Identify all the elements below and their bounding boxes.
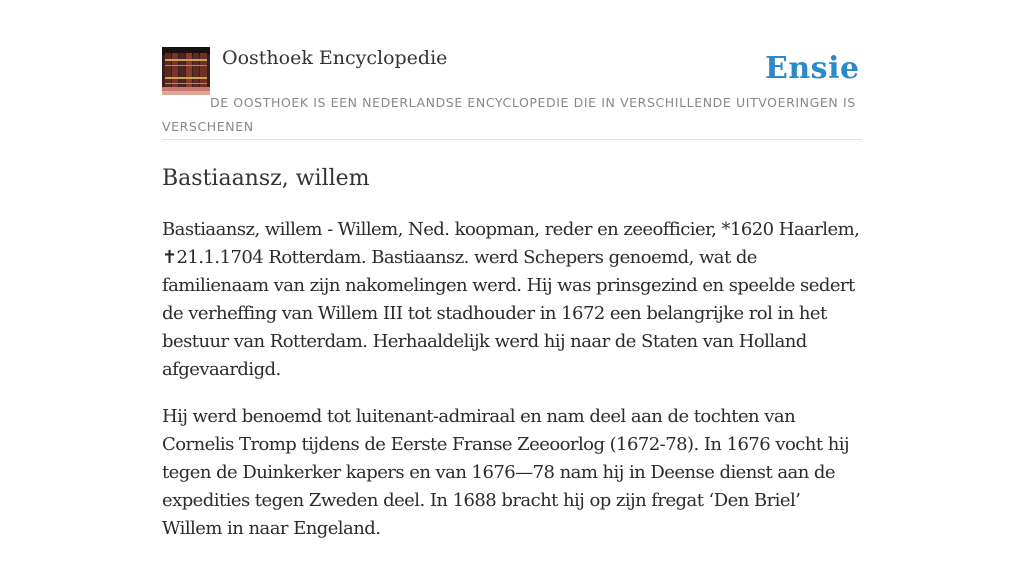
site-name[interactable]: Oosthoek Encyclopedie (222, 47, 448, 69)
encyclopedia-avatar-icon[interactable] (162, 47, 210, 95)
article-paragraph: Hij werd benoemd tot luitenant-admiraal en nam deel aan de tochten van Cornelis Tromp tijdens de Eerste Franse Zeeoorlog (1672-78). In 1676 vocht hij tegen de Duinkerker kapers en van 1676—78 nam hij in Deense dienst aan de expedities tegen Zweden deel. In 1688 bracht hij op zijn fregat ‘Den Briel’ Willem in naar Engeland. (162, 406, 849, 539)
header-divider (162, 139, 862, 140)
article-paragraph: Bastiaansz, willem - Willem, Ned. koopman, reder en zeeofficier, *1620 Haarlem, ✝21.1.1704 Rotterdam. Bastiaansz. werd Schepers genoemd, wat de familienaam van zijn nakomelingen werd. Hij was prinsgezind en speelde sedert de verheffing van Willem III tot stadhouder in 1672 een belangrijke rol in het bestuur van Rotterdam. Herhaaldelijk werd hij naar de Staten van Holland afgevaardigd. (162, 219, 860, 380)
site-tagline: DE OOSTHOEK IS EEN NEDERLANDSE ENCYCLOPEDIE DIE IN VERSCHILLENDE UITVOERINGEN IS VERSCHENEN (162, 95, 856, 134)
article-title: Bastiaansz, willem (162, 166, 370, 191)
article-body (162, 216, 864, 562)
ensie-logo[interactable]: Ensie (765, 51, 860, 86)
